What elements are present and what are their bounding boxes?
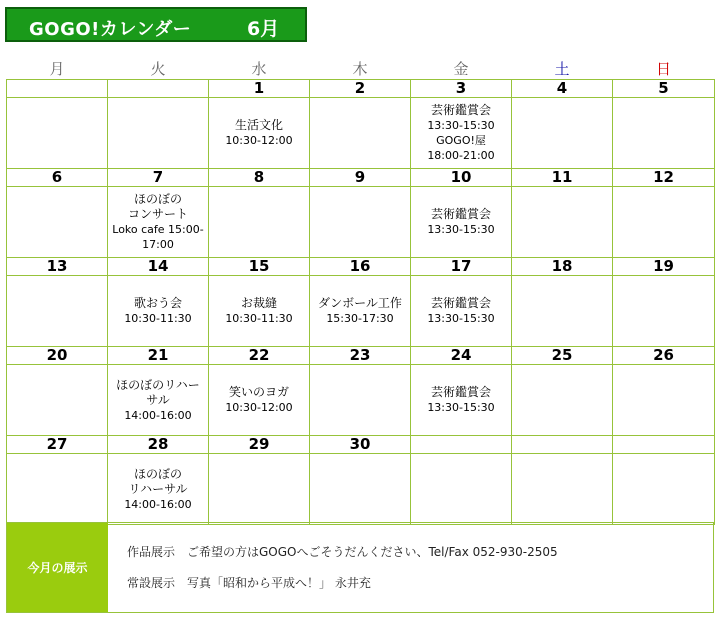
day-events-cell xyxy=(209,365,310,436)
event-time: 17:00 xyxy=(142,238,174,251)
day-events-cell xyxy=(7,365,108,436)
day-events-cell xyxy=(7,276,108,347)
day-events-cell xyxy=(411,276,512,347)
calendar-grid xyxy=(6,58,715,525)
date-number xyxy=(512,436,613,454)
date-number: 19 xyxy=(613,258,715,276)
date-number: 25 xyxy=(512,347,613,365)
event-title: 生活文化 xyxy=(234,118,283,132)
date-number: 3 xyxy=(411,80,512,98)
event-time: 13:30-15:30 xyxy=(427,119,495,132)
event-title: 芸術鑑賞会 xyxy=(430,103,491,117)
date-number-row xyxy=(7,347,715,365)
day-events-cell xyxy=(310,276,411,347)
date-number: 7 xyxy=(108,169,209,187)
date-number: 1 xyxy=(209,80,310,98)
date-number: 9 xyxy=(310,169,411,187)
day-events-cell xyxy=(108,187,209,258)
event-time: GOGO!屋 xyxy=(436,134,486,147)
calendar-title-bar xyxy=(5,7,307,42)
event-time: 13:30-15:30 xyxy=(427,401,495,414)
date-number: 17 xyxy=(411,258,512,276)
day-events-cell xyxy=(613,454,715,525)
date-number: 24 xyxy=(411,347,512,365)
day-events-cell xyxy=(512,98,613,169)
event-row xyxy=(7,365,715,436)
day-events-cell xyxy=(512,454,613,525)
date-number: 23 xyxy=(310,347,411,365)
weekday-header-row xyxy=(7,58,715,80)
weekday-sun: 日 xyxy=(655,60,671,78)
day-events-cell xyxy=(108,365,209,436)
exhibit-works-line: 作品展示 ご希望の方はGOGOへごそうだんください、Tel/Fax 052-930-2505 xyxy=(127,545,558,559)
event-title: ほのぼの xyxy=(133,192,182,206)
date-number: 11 xyxy=(512,169,613,187)
day-events-cell xyxy=(108,98,209,169)
event-title: ほのぼのリハー xyxy=(116,377,200,392)
date-number: 20 xyxy=(7,347,108,365)
event-time: Loko cafe 15:00- xyxy=(112,223,204,236)
date-number: 14 xyxy=(108,258,209,276)
day-events-cell xyxy=(7,98,108,169)
exhibit-label: 今月の展示 xyxy=(7,523,108,612)
event-title: お裁縫 xyxy=(240,296,277,310)
day-events-cell xyxy=(108,454,209,525)
date-number xyxy=(613,436,715,454)
event-title: ダンボール工作 xyxy=(318,296,402,310)
event-title: 芸術鑑賞会 xyxy=(430,385,491,399)
event-time: 14:00-16:00 xyxy=(124,408,192,422)
date-number: 28 xyxy=(108,436,209,454)
weekday-mon: 月 xyxy=(49,60,65,78)
weekday-tue: 火 xyxy=(150,60,166,78)
date-number-row xyxy=(7,169,715,187)
day-events-cell xyxy=(209,276,310,347)
event-title: 歌おう会 xyxy=(133,296,182,310)
date-number: 27 xyxy=(7,436,108,454)
weekday-thu: 木 xyxy=(352,60,368,78)
event-time: 13:30-15:30 xyxy=(427,223,495,236)
event-time: 14:00-16:00 xyxy=(124,497,192,511)
event-row xyxy=(7,187,715,258)
day-events-cell xyxy=(512,187,613,258)
date-number: 10 xyxy=(411,169,512,187)
exhibit-permanent-line: 常設展示 写真「昭和から平成へ！」 永井充 xyxy=(127,576,371,590)
event-time: 10:30-11:30 xyxy=(225,312,293,325)
weekday-sat: 土 xyxy=(554,60,570,78)
date-number xyxy=(7,80,108,98)
day-events-cell xyxy=(411,98,512,169)
day-events-cell xyxy=(411,187,512,258)
event-row xyxy=(7,98,715,169)
date-number: 8 xyxy=(209,169,310,187)
event-time: 10:30-11:30 xyxy=(124,312,192,325)
date-number xyxy=(411,436,512,454)
day-events-cell xyxy=(613,187,715,258)
date-number: 13 xyxy=(7,258,108,276)
day-events-cell xyxy=(613,365,715,436)
date-number: 29 xyxy=(209,436,310,454)
date-number: 22 xyxy=(209,347,310,365)
event-time: 10:30-12:00 xyxy=(225,401,293,414)
day-events-cell xyxy=(7,187,108,258)
event-row xyxy=(7,454,715,525)
event-time: 18:00-21:00 xyxy=(427,149,495,162)
calendar-title: GOGO!カレンダー xyxy=(29,19,192,40)
event-time: 15:30-17:30 xyxy=(326,312,394,325)
date-number: 26 xyxy=(613,347,715,365)
weekday-wed: 水 xyxy=(251,60,267,78)
day-events-cell xyxy=(209,98,310,169)
day-events-cell xyxy=(512,365,613,436)
weekday-fri: 金 xyxy=(453,60,469,78)
day-events-cell xyxy=(613,276,715,347)
event-title: サル xyxy=(146,392,170,407)
day-events-cell xyxy=(310,365,411,436)
day-events-cell xyxy=(613,98,715,169)
event-title: 笑いのヨガ xyxy=(228,385,289,399)
date-number: 30 xyxy=(310,436,411,454)
date-number: 15 xyxy=(209,258,310,276)
event-title: 芸術鑑賞会 xyxy=(430,296,491,310)
date-number-row xyxy=(7,80,715,98)
date-number: 21 xyxy=(108,347,209,365)
day-events-cell xyxy=(310,98,411,169)
event-title: ほのぼの xyxy=(133,466,182,481)
date-number: 12 xyxy=(613,169,715,187)
day-events-cell xyxy=(108,276,209,347)
day-events-cell xyxy=(7,454,108,525)
day-events-cell xyxy=(411,454,512,525)
date-number-row xyxy=(7,258,715,276)
date-number: 4 xyxy=(512,80,613,98)
day-events-cell xyxy=(310,187,411,258)
calendar-month: 6月 xyxy=(247,18,280,40)
date-number: 2 xyxy=(310,80,411,98)
event-title: 芸術鑑賞会 xyxy=(430,207,491,221)
date-number-row xyxy=(7,436,715,454)
event-row xyxy=(7,276,715,347)
event-title: リハーサル xyxy=(128,481,188,496)
date-number: 18 xyxy=(512,258,613,276)
date-number: 16 xyxy=(310,258,411,276)
day-events-cell xyxy=(209,187,310,258)
day-events-cell xyxy=(310,454,411,525)
event-title: コンサート xyxy=(127,207,188,221)
day-events-cell xyxy=(512,276,613,347)
date-number: 5 xyxy=(613,80,715,98)
day-events-cell xyxy=(209,454,310,525)
monthly-exhibit-panel xyxy=(6,522,714,613)
event-time: 13:30-15:30 xyxy=(427,312,495,325)
date-number: 6 xyxy=(7,169,108,187)
date-number xyxy=(108,80,209,98)
event-time: 10:30-12:00 xyxy=(225,134,293,147)
day-events-cell xyxy=(411,365,512,436)
